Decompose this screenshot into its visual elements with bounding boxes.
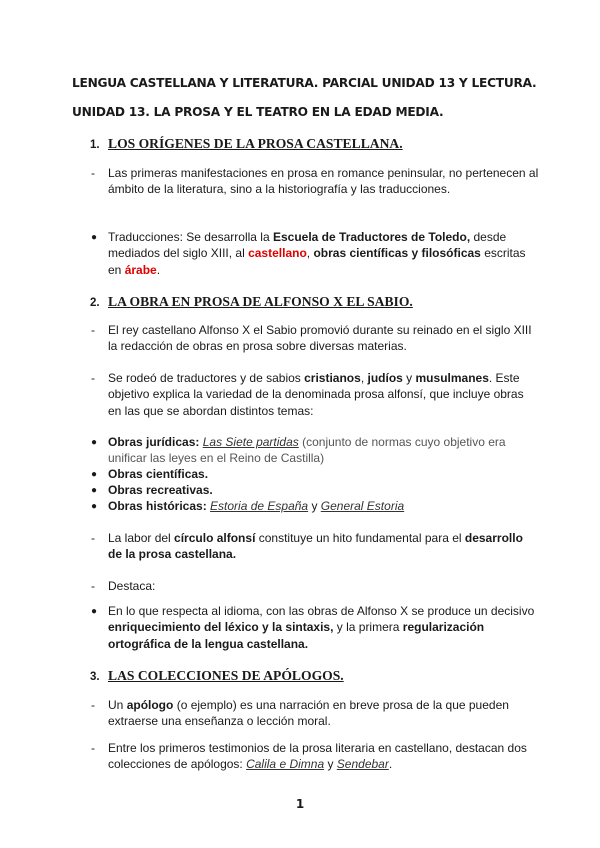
bold-text: círculo alfonsí <box>174 531 256 545</box>
dash-item <box>90 370 540 419</box>
highlight-text: castellano <box>248 246 307 261</box>
paragraph <box>108 603 540 652</box>
bullet-item <box>90 434 540 467</box>
text: , <box>306 246 314 261</box>
dash-marker: - <box>91 531 95 545</box>
bullet-item <box>90 498 540 514</box>
highlight-text: árabe <box>124 262 157 277</box>
section-heading-3 <box>90 668 344 684</box>
text: constituye un hito fundamental para el <box>255 531 465 545</box>
paragraph <box>108 434 540 467</box>
bold-text: Escuela de Traductores de Toledo, <box>272 230 471 244</box>
bold-text: musulmanes <box>415 371 489 385</box>
text: y <box>402 371 416 385</box>
work-link[interactable]: Sendebar <box>336 757 389 772</box>
page-number: 1 <box>295 797 305 811</box>
bullet-item <box>90 466 540 482</box>
text: La labor del <box>108 531 175 545</box>
bullet-item <box>90 229 540 278</box>
paragraph <box>108 229 540 278</box>
paragraph <box>108 530 540 563</box>
bold-text: cristianos <box>304 371 361 385</box>
dash-marker: - <box>91 371 95 385</box>
section-heading-2 <box>90 294 413 310</box>
bold-text: obras científicas y filosóficas <box>313 246 481 261</box>
text: En lo que respecta al idioma, con las obras de Alfonso X se produce un decisivo <box>108 604 535 618</box>
text: (conjunto de normas cuyo objetivo era unificar las leyes en el Reino de Castilla) <box>108 435 506 466</box>
section-title: LA OBRA EN PROSA DE ALFONSO X EL SABIO. <box>108 294 413 309</box>
section-number: 2. <box>90 297 100 309</box>
dash-item <box>90 740 540 773</box>
section-number: 1. <box>90 139 100 151</box>
text: Entre los primeros testimonios de la prosa literaria en castellano, destacan dos colecciones de apólogos: <box>108 741 527 772</box>
bold-text: enriquecimiento del léxico y la sintaxis, <box>108 620 334 635</box>
bold-text: apólogo <box>126 698 174 712</box>
dash-item <box>90 165 540 198</box>
bold-text: Obras históricas: <box>108 499 207 513</box>
text: Un <box>108 698 127 712</box>
bullet-marker: ● <box>91 469 98 480</box>
text: y <box>324 757 337 772</box>
section-title: LOS ORÍGENES DE LA PROSA CASTELLANA. <box>108 136 403 151</box>
text: y <box>308 499 321 513</box>
unit-title: UNIDAD 13. LA PROSA Y EL TEATRO EN LA EDAD MEDIA. <box>72 105 444 119</box>
work-link[interactable]: Calila e Dimna <box>246 757 325 772</box>
dash-marker: - <box>91 698 95 712</box>
dash-marker: - <box>91 741 95 755</box>
bold-text: desarrollo de la prosa castellana. <box>108 531 523 562</box>
dash-marker: - <box>91 323 95 337</box>
text: Se rodeó de traductores y de sabios <box>108 371 305 385</box>
text: y la primera <box>333 620 403 635</box>
dash-item <box>90 578 540 594</box>
work-link[interactable]: Las Siete partidas <box>202 435 299 449</box>
dash-item <box>90 697 540 730</box>
paragraph <box>108 498 540 514</box>
paragraph: Destaca: <box>108 579 156 593</box>
section-heading-1 <box>90 136 403 152</box>
bullet-item <box>90 603 540 652</box>
bullet-marker: ● <box>91 485 98 496</box>
bold-text: Obras recreativas. <box>108 483 213 497</box>
paragraph <box>108 370 540 419</box>
text: . Este objetivo explica la variedad de la denominada prosa alfonsí, que incluye obras en las que se abordan distintos temas: <box>108 371 524 418</box>
paragraph <box>108 466 540 482</box>
paragraph <box>108 740 540 773</box>
text: desde mediados del siglo XIII, al <box>108 230 507 261</box>
text: Traducciones: Se desarrolla la <box>108 230 273 244</box>
section-number: 3. <box>90 671 100 683</box>
bold-text: judíos <box>367 371 403 385</box>
paragraph: Las primeras manifestaciones en prosa en romance peninsular, no pertenecen al ámbito de la literatura, sino a la historiografía y las traducciones. <box>108 166 539 197</box>
bullet-marker: ● <box>91 606 98 617</box>
bold-text: regularización ortográfica de la lengua castellana. <box>108 620 485 651</box>
bold-text: Obras científicas. <box>108 467 209 481</box>
text: escritas en <box>108 246 526 277</box>
dash-item <box>90 322 540 355</box>
document-title: LENGUA CASTELLANA Y LITERATURA. PARCIAL UNIDAD 13 Y LECTURA. <box>72 76 537 90</box>
dash-marker: - <box>91 166 95 180</box>
paragraph <box>108 482 540 498</box>
text: . <box>388 757 393 772</box>
bullet-item <box>90 482 540 498</box>
paragraph: El rey castellano Alfonso X el Sabio promovió durante su reinado en el siglo XIII la redacción de obras en prosa sobre diversas materias. <box>108 323 532 354</box>
section-title: LAS COLECCIONES DE APÓLOGOS. <box>108 668 344 683</box>
work-link[interactable]: Estoria de España <box>210 499 309 513</box>
work-link[interactable]: General Estoria <box>320 499 405 513</box>
bullet-marker: ● <box>91 232 98 243</box>
paragraph <box>108 697 540 730</box>
text: . <box>156 262 161 277</box>
bullet-marker: ● <box>91 437 98 448</box>
text: (o ejemplo) es una narración en breve prosa de la que pueden extraerse una enseñanza o lección moral. <box>108 698 509 729</box>
bold-text: Obras jurídicas: <box>108 435 200 449</box>
bullet-marker: ● <box>91 501 98 512</box>
dash-item <box>90 530 540 563</box>
dash-marker: - <box>91 579 95 593</box>
text: , <box>360 371 368 385</box>
